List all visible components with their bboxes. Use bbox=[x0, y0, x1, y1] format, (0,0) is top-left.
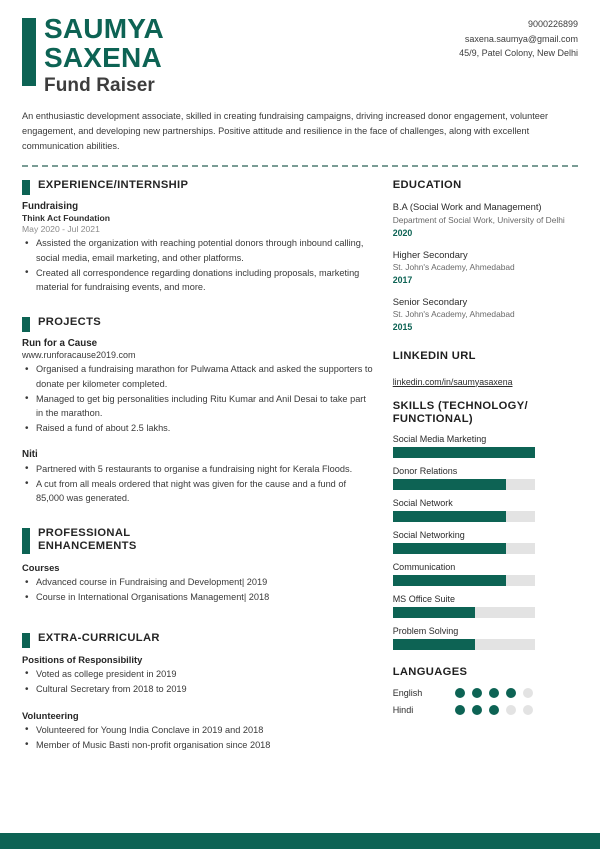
extracurricular-group bbox=[22, 654, 373, 697]
section-title-extracurricular: EXTRA-CURRICULAR bbox=[38, 631, 160, 644]
experience-bullets bbox=[22, 236, 373, 295]
contact-email: saxena.saumya@gmail.com bbox=[464, 33, 578, 44]
language-label: Hindi bbox=[392, 704, 414, 715]
job-title: Fund Raiser bbox=[44, 75, 155, 97]
project-url: www.runforacause2019.com bbox=[22, 350, 136, 360]
skill-item bbox=[393, 498, 578, 522]
section-marker-icon bbox=[22, 633, 30, 648]
spacer bbox=[22, 618, 373, 632]
header-divider bbox=[22, 165, 578, 167]
rating-dot bbox=[523, 705, 533, 715]
skill-label: Communication bbox=[392, 562, 456, 573]
enhancements-group bbox=[22, 562, 373, 605]
skill-label: Problem Solving bbox=[392, 626, 459, 637]
list-item: • Member of Music Basti non-profit organisation since 2018 bbox=[22, 738, 373, 753]
list-item: • Cultural Secretary from 2018 to 2019 bbox=[22, 682, 373, 697]
skill-label: Donor Relations bbox=[392, 466, 458, 477]
list-item: • Organised a fundraising marathon for Pulwama Attack and asked the supporters to donate per kilometer completed. bbox=[22, 362, 373, 391]
skill-item bbox=[393, 562, 578, 586]
experience-date: May 2020 - Jul 2021 bbox=[22, 224, 100, 235]
section-header-extracurricular bbox=[22, 632, 373, 645]
education-school: St. John's Academy, Ahmedabad bbox=[392, 261, 515, 272]
language-item bbox=[393, 688, 578, 698]
section-title-linkedin: LINKEDIN URL bbox=[392, 350, 476, 363]
right-column bbox=[393, 179, 578, 765]
education-year: 2020 bbox=[392, 227, 413, 238]
first-name: SAUMYA bbox=[44, 13, 164, 44]
section-title-enhancements-line2: ENHANCEMENTS bbox=[38, 539, 137, 552]
education-year: 2015 bbox=[392, 322, 413, 333]
extracurricular-group bbox=[22, 710, 373, 753]
skill-bar-track bbox=[393, 447, 535, 458]
language-rating-dots bbox=[455, 705, 533, 715]
language-label: English bbox=[392, 687, 423, 698]
project-bullets bbox=[22, 362, 373, 436]
skill-label: Social Networking bbox=[392, 530, 465, 541]
enhancements-group-title: Courses bbox=[22, 562, 60, 574]
project-name: Run for a Cause bbox=[22, 338, 98, 349]
education-degree: Senior Secondary bbox=[392, 295, 468, 307]
list-item: • Volunteered for Young India Conclave in 2019 and 2018 bbox=[22, 723, 373, 738]
skill-bar-track bbox=[393, 543, 535, 554]
education-school: St. John's Academy, Ahmedabad bbox=[392, 309, 515, 320]
section-title-education: EDUCATION bbox=[392, 178, 462, 191]
experience-item bbox=[22, 201, 373, 295]
skill-bar-fill bbox=[393, 447, 535, 458]
spacer bbox=[22, 519, 373, 527]
education-item bbox=[393, 295, 578, 332]
rating-dot bbox=[489, 705, 499, 715]
skill-item bbox=[393, 434, 578, 458]
education-item bbox=[393, 200, 578, 237]
left-column bbox=[22, 179, 373, 765]
section-title-experience: EXPERIENCE/INTERNSHIP bbox=[38, 178, 189, 191]
skill-item bbox=[393, 626, 578, 650]
education-year: 2017 bbox=[392, 274, 413, 285]
list-item: • Managed to get big personalities including Ritu Kumar and Anil Desai to take part in the marathon. bbox=[22, 392, 373, 421]
section-marker-icon bbox=[22, 528, 30, 554]
skill-item bbox=[393, 530, 578, 554]
skill-label: Social Media Marketing bbox=[392, 434, 487, 445]
section-title-languages: LANGUAGES bbox=[392, 666, 468, 679]
footer-accent-bar bbox=[0, 833, 600, 849]
rating-dot bbox=[455, 688, 465, 698]
section-title-enhancements-line1: PROFESSIONAL bbox=[38, 526, 131, 539]
list-item: • Assisted the organization with reaching potential donors through inbound calling, social media, email marketing, and other platforms. bbox=[22, 236, 373, 265]
linkedin-url-link[interactable]: linkedin.com/in/saumyasaxena bbox=[392, 376, 513, 387]
skill-bar-track bbox=[393, 511, 535, 522]
skill-item bbox=[393, 466, 578, 490]
list-item: • Raised a fund of about 2.5 lakhs. bbox=[22, 421, 373, 436]
section-title-skills bbox=[393, 400, 578, 427]
contact-address: 45/9, Patel Colony, New Delhi bbox=[459, 48, 578, 59]
resume-body bbox=[0, 179, 600, 765]
rating-dot bbox=[506, 688, 516, 698]
professional-summary: An enthusiastic development associate, skilled in creating fundraising campaigns, driving increased donor engagement, volunteer engagement, and developing new partnerships. Positive attitude and resilience in the face of challenges, along with excellent communication abilities. bbox=[22, 111, 549, 152]
section-header-projects bbox=[22, 316, 373, 329]
list-item: • Voted as college president in 2019 bbox=[22, 667, 373, 682]
skill-bar-fill bbox=[393, 575, 507, 586]
skill-bar-fill bbox=[393, 511, 507, 522]
rating-dot bbox=[523, 688, 533, 698]
language-item bbox=[393, 705, 578, 715]
skill-bar-fill bbox=[393, 479, 507, 490]
rating-dot bbox=[472, 705, 482, 715]
skill-bar-track bbox=[393, 607, 535, 618]
education-degree: Higher Secondary bbox=[392, 248, 468, 260]
rating-dot bbox=[472, 688, 482, 698]
skill-bar-fill bbox=[393, 543, 507, 554]
list-item: • Advanced course in Fundraising and Development| 2019 bbox=[22, 575, 373, 590]
language-rating-dots bbox=[455, 688, 533, 698]
education-degree: B.A (Social Work and Management) bbox=[392, 201, 542, 213]
skill-item bbox=[393, 594, 578, 618]
rating-dot bbox=[455, 705, 465, 715]
project-item bbox=[22, 449, 373, 506]
extracurricular-bullets bbox=[22, 667, 373, 697]
section-title-skills-line2: FUNCTIONAL) bbox=[392, 413, 473, 426]
name-accent-bar bbox=[22, 18, 36, 86]
contact-phone: 9000226899 bbox=[527, 19, 578, 29]
section-header-experience bbox=[22, 179, 373, 192]
extracurricular-bullets bbox=[22, 723, 373, 753]
skill-bar-track bbox=[393, 639, 535, 650]
list-item: • Created all correspondence regarding donations including proposals, marketing material for fundraising events, and more. bbox=[22, 266, 373, 295]
last-name: SAXENA bbox=[44, 42, 162, 74]
contact-block bbox=[459, 14, 578, 61]
spacer bbox=[393, 658, 578, 666]
extracurricular-group-title: Volunteering bbox=[22, 709, 79, 721]
section-marker-icon bbox=[22, 317, 30, 332]
enhancements-bullets bbox=[22, 575, 373, 605]
resume-header bbox=[0, 0, 600, 97]
section-header-enhancements bbox=[22, 527, 373, 553]
education-school: Department of Social Work, University of Delhi bbox=[392, 214, 565, 225]
skill-bar-fill bbox=[393, 639, 475, 650]
list-item: • Course in International Organisations Management| 2018 bbox=[22, 590, 373, 605]
project-bullets bbox=[22, 462, 373, 506]
section-title-skills-line1: SKILLS (TECHNOLOGY/ bbox=[392, 399, 528, 412]
project-item bbox=[22, 338, 373, 436]
rating-dot bbox=[489, 688, 499, 698]
name-block bbox=[22, 14, 164, 97]
spacer bbox=[22, 308, 373, 316]
spacer bbox=[393, 342, 578, 350]
section-marker-icon bbox=[22, 180, 30, 195]
section-title-projects: PROJECTS bbox=[38, 315, 102, 328]
experience-org: Think Act Foundation bbox=[22, 213, 110, 224]
education-item bbox=[393, 248, 578, 285]
list-item: • A cut from all meals ordered that night was given for the cause and a fund of 85,000 was generated. bbox=[22, 477, 373, 506]
skill-label: Social Network bbox=[392, 498, 453, 509]
skill-label: MS Office Suite bbox=[392, 594, 456, 605]
skill-bar-track bbox=[393, 479, 535, 490]
skill-bar-track bbox=[393, 575, 535, 586]
project-name: Niti bbox=[22, 448, 38, 460]
extracurricular-group-title: Positions of Responsibility bbox=[22, 653, 143, 665]
experience-role: Fundraising bbox=[22, 201, 79, 213]
rating-dot bbox=[506, 705, 516, 715]
list-item: • Partnered with 5 restaurants to organise a fundraising night for Kerala Floods. bbox=[22, 462, 373, 477]
skill-bar-fill bbox=[393, 607, 475, 618]
